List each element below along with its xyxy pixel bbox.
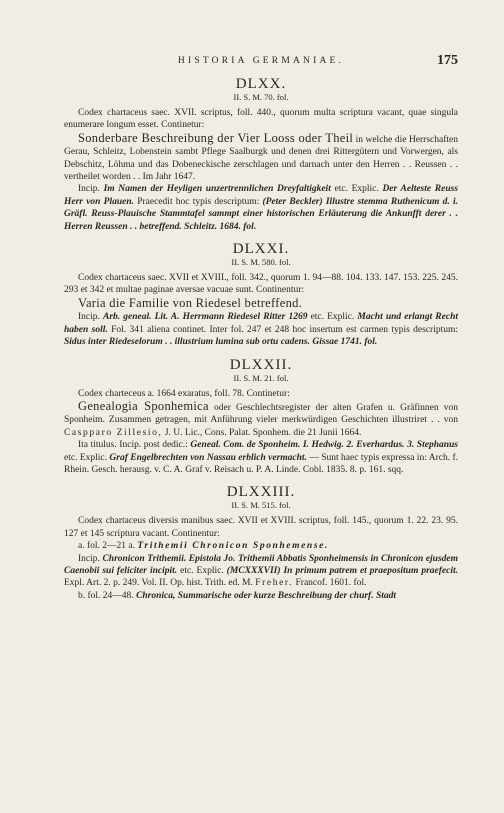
incipit-explicit: Ita titulus. Incip. post dedic.: Geneal. Com. de Sponheim. I. Hedwig. 2. Everhardus. 3. Stephanus etc. Explic. Graf Engelbrechten von Nassau erblich vermacht. — Sunt haec typis expressa in: Arch. f. Rhein. Gesch. herausg. v. C. A. Graf v. Reisach u. P. A. Linde. Cobl. 1835. 8. p. 161. sqq. xyxy=(64,440,459,475)
codex-description: Codex chartaceus diversis manibus saec. XVII et XVIII. scriptus, foll. 145., quorum 1. 22. 23. 95. 127 et 145 scriptura vacant. Continentur: xyxy=(64,516,458,539)
entry-heading: DLXX. xyxy=(235,76,287,92)
content-item-b: b. fol. 24—48. Chronica, Summarische oder kurze Beschreibung der churf. Stadt xyxy=(78,590,397,601)
incipit-explicit: Incip. Chronicon Trithemii. Epistola Jo. Trithemii Abbatis Sponheimensis in Chronicon ejusdem Caenobii sui feliciter incipit. etc. Explic. (MCXXXVII) In primum patrem et praepositum praefecit. Expl. Art. 2. p. 249. Vol. II. Op. hist. Trith. ed. M. Freher. Francof. 1601. fol. xyxy=(64,553,458,589)
entry-heading: DLXXII. xyxy=(229,356,293,373)
content-title: Genealogia Sponhemica oder Geschlechtsregister der alten Grafen u. Gräfinnen von Sponheim. Zusammen getragen, mit Anführung vieler merkwürdigen Geschichten illustriret . . von Caspparo Zillesio, J. U. Lic., Cons. Palat. Sponhem. die 21 Junii 1664. xyxy=(64,398,458,438)
codex-description: Codex chartaceus saec. XVII. scriptus, foll. 440., quorum multa scriptura vacant, quae singula enumerare longum esset. Continetur: xyxy=(64,108,458,131)
page-header xyxy=(64,53,458,74)
entry-heading: DLXXI. xyxy=(232,241,290,258)
codex-description: Codex charteceus a. 1664 exaratus, foll. 78. Continetur: xyxy=(78,388,290,399)
catalogue-text xyxy=(64,76,458,602)
shelfmark: II. S. M. 70. fol. xyxy=(233,92,289,102)
running-title: HISTORIA GERMANIAE. xyxy=(177,56,345,66)
shelfmark: II. S. M. 580. fol. xyxy=(231,257,291,268)
content-title: Sonderbare Beschreibung der Vier Looss oder Theil in welche die Herrschaften Gerau, Schleitz, Lobenstein sambt Pflege Saalburgk und denen drei Rittergütern und Vorwergen, als Debschitz, Löhma und das Dobeneckische zerschlagen und darnach unter den Herren . . Reussen . . vertheilet worden . . Im Jahr 1647. xyxy=(64,130,458,183)
entry-heading: DLXXIII. xyxy=(226,484,296,501)
codex-description: Codex chartaceus saec. XVII et XVIII., foll. 342., quorum 1. 94—88. 104. 133. 147. 153. 225. 245. 293 et 342 et multae paginae aversae vacuae sunt. Continentur: xyxy=(64,273,458,296)
shelfmark: II. S. M. 515. fol. xyxy=(231,500,291,511)
content-title: Varia die Familie von Riedesel betreffend. xyxy=(78,295,303,310)
incipit-explicit: Incip. Arb. geneal. Lit. A. Herrmann Riedesel Ritter 1269 etc. Explic. Macht und erlangt Recht haben soll. Fol. 341 aliena continet. Inter fol. 247 et 248 hoc insertum est carmen typis descriptum: Sidus inter Riedeselorum . . illustrium lumina sub ortu cadens. Gissae 1741. fol. xyxy=(64,312,459,348)
shelfmark: II. S. M. 21. fol. xyxy=(233,372,289,383)
incipit-explicit: Incip. Im Namen der Heyligen unzertrennlichen Dreyfaltigkeit etc. Explic. Der Aelteste Reuss Herr von Plauen. Praecedit hoc typis descriptum: (Peter Beckler) Illustre stemma Ruthenicum d. i. Gräfl. Reuss-Plauische Stammtafel sammpt einer historischen Erläuterung die Ankunfft derer . . Herren Reussen . . betreffend. Schleitz. 1684. fol. xyxy=(64,184,459,232)
content-item-a: a. fol. 2—21 a. Trithemii Chronicon Sponhemense. xyxy=(78,541,329,552)
page-number: 175 xyxy=(437,53,458,68)
